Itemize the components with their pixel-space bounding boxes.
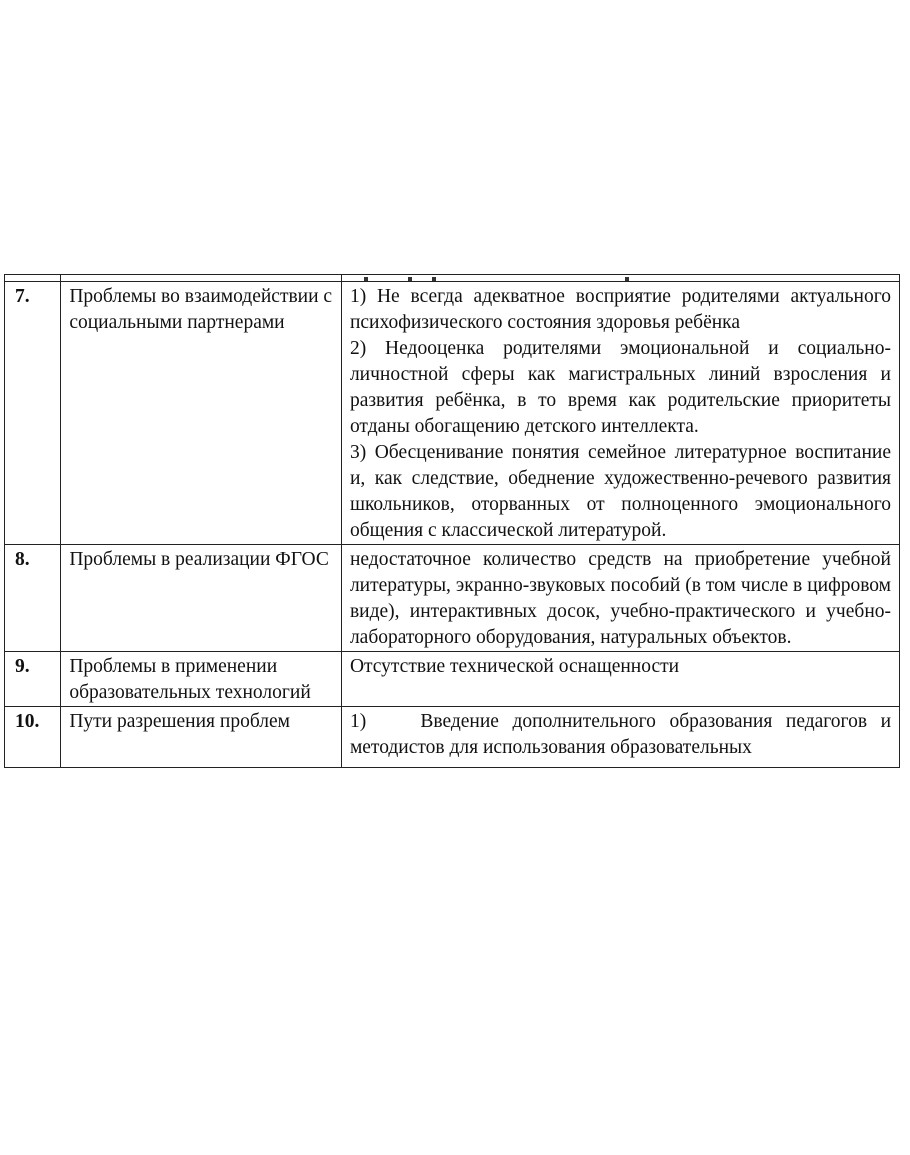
table-row [5,282,900,545]
cut-cell-topic [61,275,342,282]
row-number: 10. [5,707,61,768]
description-paragraph: 2) Недооценка родителями эмоциональной и социально-личностной сферы как магистральных линий взросления и развития ребёнка, в то время как родительские приоритеты отданы обогащению детского интеллекта. [349,338,891,437]
table-row [5,545,900,652]
row-topic: Проблемы в применении образовательных технологий [61,652,342,707]
row-topic: Проблемы во взаимодействии с социальными партнерами [61,282,342,545]
row-description [341,545,899,652]
cut-text-fragment [350,277,891,281]
cut-cell-desc [341,275,899,282]
description-paragraph: Отсутствие технической оснащенности [349,656,680,677]
document-page [4,274,902,882]
problems-table [4,274,900,768]
row-number: 7. [5,282,61,545]
table-row [5,707,900,768]
row-number: 8. [5,545,61,652]
row-number: 9. [5,652,61,707]
row-topic: Проблемы в реализации ФГОС [61,545,342,652]
row-topic: Пути разрешения проблем [61,707,342,768]
table-row [5,652,900,707]
cut-off-previous-row [5,275,900,282]
row-description [341,652,899,707]
cut-cell-num [5,275,61,282]
row-description [341,282,899,545]
row-description [341,707,899,768]
description-paragraph: 3) Обесценивание понятия семейное литературное воспитание и, как следствие, обеднение художественно-речевого развития школьников, оторванных от полноценного эмоционального общения с классической литературой. [349,442,891,541]
description-paragraph: недостаточное количество средств на приобретение учебной литературы, экранно-звуковых пособий (в том числе в цифровом виде), интерактивных досок, учебно-практического и учебно-лабораторного оборудования, натуральных объектов. [349,549,891,648]
description-paragraph: 1) Введение дополнительного образования педагогов и методистов для использования образовательных [349,711,896,758]
description-paragraph: 1) Не всегда адекватное восприятие родителями актуального психофизического состояния здоровья ребёнка [349,286,891,333]
